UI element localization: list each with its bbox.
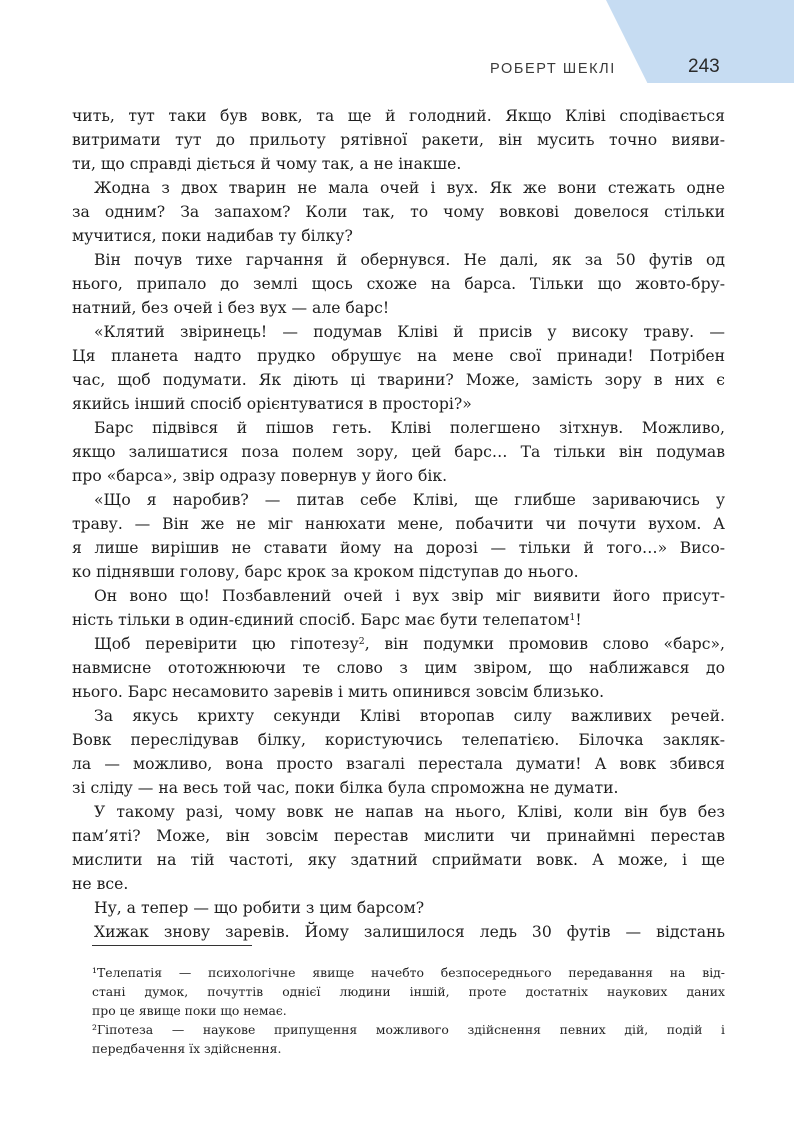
text-line xyxy=(72,920,725,944)
text-line-content: Ця планета надто прудко обрушує на мене свої принади! Потрібен xyxy=(72,347,725,365)
text-line-content: Жодна з двох тварин не мала очей і вух. Як же вони стежать одне xyxy=(94,179,725,197)
footnote-line: ¹Телепатія — психологічне явище начебто безпосереднього передавання на від- xyxy=(92,965,725,980)
text-line-content: якщо залишатися поза полем зору, цей барс… Та тільки він подумав xyxy=(72,443,725,461)
text-line-content: зі сліду — на весь той час, поки білка була спроможна не думати. xyxy=(72,779,619,797)
text-line-content: Он воно що! Позбавлений очей і вух звір міг виявити його присут- xyxy=(94,587,725,605)
text-line xyxy=(72,368,725,392)
text-line xyxy=(72,416,725,440)
body-text xyxy=(72,104,725,944)
text-line-content: навмисне ототожнюючи те слово з цим звіром, що наближався до xyxy=(72,659,725,677)
text-line-content: У такому разі, чому вовк не напав на нього, Кліві, коли він був без xyxy=(94,803,725,821)
text-line xyxy=(72,800,725,824)
text-line xyxy=(72,440,725,464)
text-line-content: Він почув тихе гарчання й обернувся. Не далі, як за 50 футів од xyxy=(94,251,725,269)
text-line xyxy=(72,560,725,584)
text-line xyxy=(72,200,725,224)
page-number: 243 xyxy=(688,56,720,77)
text-line-content: про «барса», звір одразу повернув у його бік. xyxy=(72,467,448,485)
text-line xyxy=(72,824,725,848)
text-line-content: мислити на тій частоті, яку здатний сприймати вовк. А може, і ще xyxy=(72,851,725,869)
text-line-content: ла — можливо, вона просто взагалі перестала думати! А вовк збився xyxy=(72,755,725,773)
text-line-content: чить, тут таки був вовк, та ще й голодний. Якщо Кліві сподівається xyxy=(72,107,725,125)
text-line xyxy=(72,224,725,248)
text-line xyxy=(72,344,725,368)
text-line-content: не все. xyxy=(72,875,129,893)
text-line-content: витримати тут до прильоту рятівної ракети, він мусить точно вияви- xyxy=(72,131,725,149)
text-line-content: нього, припало до землі щось схоже на барса. Тільки що жовто-бру- xyxy=(72,275,725,293)
footnote-divider xyxy=(92,945,252,946)
text-line-content: ко піднявши голову, барс крок за кроком підступав до нього. xyxy=(72,563,579,581)
text-line xyxy=(72,896,725,920)
text-line xyxy=(72,752,725,776)
text-line xyxy=(72,848,725,872)
text-line xyxy=(72,392,725,416)
footnote-line: передбачення їх здійснення. xyxy=(92,1041,282,1056)
text-line xyxy=(72,464,725,488)
text-line xyxy=(72,320,725,344)
text-line-content: мучитися, поки надибав ту білку? xyxy=(72,227,353,245)
text-line-content: траву. — Він же не міг нанюхати мене, побачити чи почути вухом. А xyxy=(72,515,725,533)
text-line xyxy=(72,776,725,800)
text-line-content: Щоб перевірити цю гіпотезу xyxy=(94,635,359,653)
text-line xyxy=(72,488,725,512)
text-line-content: час, щоб подумати. Як діють ці тварини? Може, замість зору в них є xyxy=(72,371,725,389)
text-line xyxy=(72,680,725,704)
text-line-continuation: , він подумки промовив слово «барс», xyxy=(364,635,725,653)
text-line-content: пам’яті? Може, він зовсім перестав мислити чи принаймні перестав xyxy=(72,827,725,845)
footnote-line: про це явище поки що немає. xyxy=(92,1003,287,1018)
footnote-line: стані думок, почуттів однієї людини іншій, проте достатніх наукових даних xyxy=(92,984,725,999)
text-line xyxy=(72,728,725,752)
text-line xyxy=(72,176,725,200)
text-line-content: натний, без очей і без вух — але барс! xyxy=(72,299,390,317)
text-line xyxy=(72,128,725,152)
text-line xyxy=(72,584,725,608)
text-line xyxy=(72,536,725,560)
footnotes xyxy=(92,963,725,1058)
text-line-content: Барс підвівся й пішов геть. Кліві полегшено зітхнув. Можливо, xyxy=(94,419,725,437)
text-line-content: нього. Барс несамовито заревів і мить опинився зовсім близько. xyxy=(72,683,605,701)
text-line-content: за одним? За запахом? Коли так, то чому вовкові довелося стільки xyxy=(72,203,725,221)
footnote-reference: 2 xyxy=(358,635,365,647)
text-line-content: я лише вирішив не ставати йому на дорозі — тільки й того…» Висо- xyxy=(72,539,725,557)
text-line xyxy=(72,632,725,656)
text-line xyxy=(72,248,725,272)
text-line xyxy=(72,656,725,680)
text-line xyxy=(72,872,725,896)
text-line xyxy=(72,272,725,296)
text-line-content: ти, що справді діється й чому так, а не інакше. xyxy=(72,155,462,173)
text-line-content: «Клятий звіринець! — подумав Кліві й присів у високу траву. — xyxy=(94,323,725,341)
text-line-continuation: ! xyxy=(575,611,582,629)
footnote-reference: 1 xyxy=(569,611,576,623)
text-line xyxy=(72,608,725,632)
text-line-content: Вовк переслідував білку, користуючись телепатією. Білочка закляк- xyxy=(72,731,725,749)
running-head: РОБЕРТ ШЕКЛІ xyxy=(490,61,616,77)
text-line-content: якийсь інший спосіб орієнтуватися в просторі?» xyxy=(72,395,472,413)
text-line xyxy=(72,296,725,320)
text-line-content: Ну, а тепер — що робити з цим барсом? xyxy=(94,899,425,917)
text-line xyxy=(72,152,725,176)
text-line-content: За якусь крихту секунди Кліві второпав силу важливих речей. xyxy=(94,707,725,725)
text-line xyxy=(72,512,725,536)
text-line xyxy=(72,104,725,128)
text-line-content: «Що я наробив? — питав себе Кліві, ще глибше зариваючись у xyxy=(94,491,725,509)
text-line-content: Хижак знову заревів. Йому залишилося ледь 30 футів — відстань xyxy=(94,923,725,941)
footnote-line: ²Гіпотеза — наукове припущення можливого здійснення певних дій, подій і xyxy=(92,1022,725,1037)
text-line-content: ність тільки в один-єдиний спосіб. Барс має бути телепатом xyxy=(72,611,570,629)
text-line xyxy=(72,704,725,728)
